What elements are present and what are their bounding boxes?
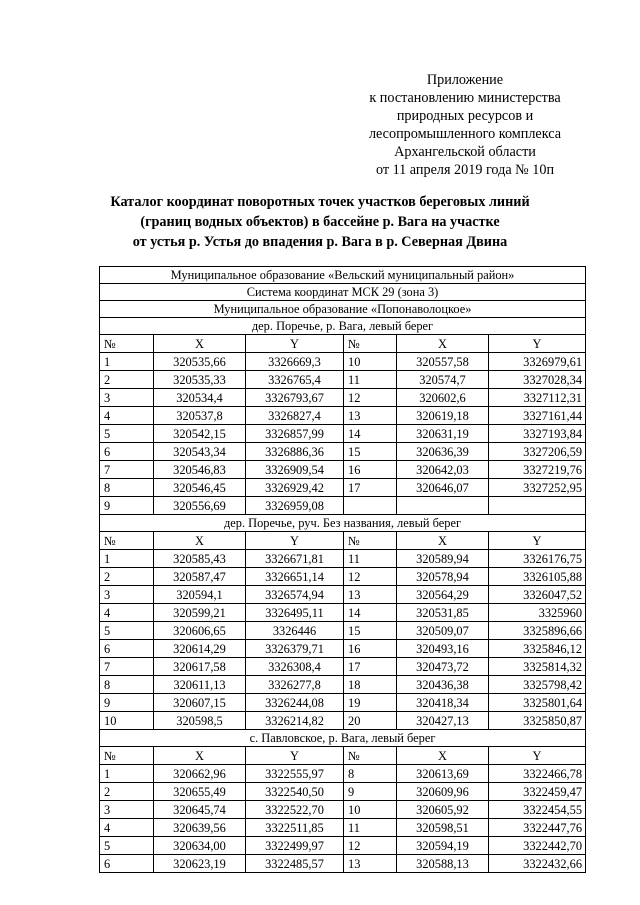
x-coordinate-cell: 320542,15 [154, 425, 246, 443]
table-header-cell: Система координат МСК 29 (зона 3) [100, 284, 586, 301]
section-title-row [100, 730, 586, 747]
table-row [100, 568, 586, 586]
x-coordinate-cell: 320531,85 [397, 604, 489, 622]
point-number-cell: 4 [100, 604, 154, 622]
point-number-cell: 1 [100, 353, 154, 371]
column-header: Y [246, 532, 344, 550]
column-header-row [100, 335, 586, 353]
point-number-cell: 8 [344, 765, 397, 783]
table-row [100, 658, 586, 676]
x-coordinate-cell: 320493,16 [397, 640, 489, 658]
column-header: № [344, 747, 397, 765]
y-coordinate-cell: 3326244,08 [246, 694, 344, 712]
y-coordinate-cell: 3326047,52 [489, 586, 586, 604]
point-number-cell: 1 [100, 550, 154, 568]
y-coordinate-cell: 3325896,66 [489, 622, 586, 640]
x-coordinate-cell: 320606,65 [154, 622, 246, 640]
x-coordinate-cell: 320598,5 [154, 712, 246, 730]
point-number-cell: 12 [344, 389, 397, 407]
y-coordinate-cell: 3322555,97 [246, 765, 344, 783]
y-coordinate-cell: 3326379,71 [246, 640, 344, 658]
point-number-cell: 11 [344, 550, 397, 568]
x-coordinate-cell: 320617,58 [154, 658, 246, 676]
column-header: Y [489, 747, 586, 765]
x-coordinate-cell: 320436,38 [397, 676, 489, 694]
column-header: № [344, 335, 397, 353]
appendix-line: лесопромышленного комплекса [368, 126, 562, 142]
column-header: № [344, 532, 397, 550]
x-coordinate-cell: 320418,34 [397, 694, 489, 712]
column-header: Y [246, 335, 344, 353]
column-header: Y [489, 532, 586, 550]
table-row [100, 801, 586, 819]
y-coordinate-cell: 3322459,47 [489, 783, 586, 801]
point-number-cell: 1 [100, 765, 154, 783]
table-row [100, 407, 586, 425]
table-row [100, 837, 586, 855]
y-coordinate-cell: 3327028,34 [489, 371, 586, 389]
table-header-cell: Муниципальное образование «Попонаволоцкое» [100, 301, 586, 318]
y-coordinate-cell: 3326909,54 [246, 461, 344, 479]
section-title-row [100, 515, 586, 532]
x-coordinate-cell: 320557,58 [397, 353, 489, 371]
y-coordinate-cell: 3326886,36 [246, 443, 344, 461]
point-number-cell: 6 [100, 640, 154, 658]
y-coordinate-cell: 3326495,11 [246, 604, 344, 622]
y-coordinate-cell: 3326765,4 [246, 371, 344, 389]
y-coordinate-cell: 3326446 [246, 622, 344, 640]
appendix-line: от 11 апреля 2019 года № 10п [375, 162, 555, 178]
column-header: № [100, 532, 154, 550]
x-coordinate-cell: 320578,94 [397, 568, 489, 586]
x-coordinate-cell: 320594,19 [397, 837, 489, 855]
table-row [100, 443, 586, 461]
y-coordinate-cell: 3326671,81 [246, 550, 344, 568]
y-coordinate-cell: 3325814,32 [489, 658, 586, 676]
column-header: № [100, 335, 154, 353]
appendix-line: Архангельской области [394, 144, 536, 160]
y-coordinate-cell: 3326929,42 [246, 479, 344, 497]
y-coordinate-cell: 3322540,50 [246, 783, 344, 801]
section-title: с. Павловское, р. Вага, левый берег [100, 730, 586, 747]
point-number-cell: 10 [344, 353, 397, 371]
point-number-cell: 7 [100, 461, 154, 479]
x-coordinate-cell: 320535,33 [154, 371, 246, 389]
table-row [100, 353, 586, 371]
table-row [100, 783, 586, 801]
table-row [100, 604, 586, 622]
coordinate-catalog-table [99, 266, 586, 873]
table-row [100, 819, 586, 837]
x-coordinate-cell: 320534,4 [154, 389, 246, 407]
x-coordinate-cell: 320535,66 [154, 353, 246, 371]
y-coordinate-cell: 3322522,70 [246, 801, 344, 819]
x-coordinate-cell: 320473,72 [397, 658, 489, 676]
y-coordinate-cell: 3327112,31 [489, 389, 586, 407]
y-coordinate-cell: 3326827,4 [246, 407, 344, 425]
point-number-cell: 11 [344, 819, 397, 837]
point-number-cell: 5 [100, 622, 154, 640]
appendix-line: к постановлению министерства [369, 90, 561, 106]
point-number-cell: 10 [344, 801, 397, 819]
point-number-cell: 5 [100, 425, 154, 443]
x-coordinate-cell: 320634,00 [154, 837, 246, 855]
y-coordinate-cell: 3326308,4 [246, 658, 344, 676]
point-number-cell: 10 [100, 712, 154, 730]
y-coordinate-cell: 3325798,42 [489, 676, 586, 694]
x-coordinate-cell: 320613,69 [397, 765, 489, 783]
x-coordinate-cell: 320602,6 [397, 389, 489, 407]
x-coordinate-cell: 320662,96 [154, 765, 246, 783]
point-number-cell: 17 [344, 658, 397, 676]
y-coordinate-cell: 3326176,75 [489, 550, 586, 568]
point-number-cell: 7 [100, 658, 154, 676]
point-number-cell: 9 [344, 783, 397, 801]
x-coordinate-cell: 320607,15 [154, 694, 246, 712]
column-header: X [154, 532, 246, 550]
x-coordinate-cell: 320546,45 [154, 479, 246, 497]
table-row [100, 497, 586, 515]
point-number-cell [344, 497, 397, 515]
x-coordinate-cell: 320646,07 [397, 479, 489, 497]
x-coordinate-cell: 320639,56 [154, 819, 246, 837]
column-header: Y [246, 747, 344, 765]
y-coordinate-cell [489, 497, 586, 515]
appendix-line: природных ресурсов и [396, 108, 534, 124]
column-header: Y [489, 335, 586, 353]
column-header: X [154, 747, 246, 765]
point-number-cell: 15 [344, 622, 397, 640]
table-row [100, 461, 586, 479]
y-coordinate-cell: 3322466,78 [489, 765, 586, 783]
x-coordinate-cell: 320589,94 [397, 550, 489, 568]
x-coordinate-cell: 320587,47 [154, 568, 246, 586]
section-title: дер. Поречье, р. Вага, левый берег [100, 318, 586, 335]
point-number-cell: 8 [100, 676, 154, 694]
point-number-cell: 3 [100, 586, 154, 604]
table-row [100, 765, 586, 783]
table-row [100, 425, 586, 443]
point-number-cell: 18 [344, 676, 397, 694]
column-header-row [100, 747, 586, 765]
y-coordinate-cell: 3322432,66 [489, 855, 586, 873]
y-coordinate-cell: 3326651,14 [246, 568, 344, 586]
point-number-cell: 4 [100, 819, 154, 837]
y-coordinate-cell: 3327161,44 [489, 407, 586, 425]
x-coordinate-cell: 320655,49 [154, 783, 246, 801]
appendix-line: Приложение [426, 72, 504, 88]
point-number-cell: 3 [100, 389, 154, 407]
y-coordinate-cell: 3326669,3 [246, 353, 344, 371]
point-number-cell: 5 [100, 837, 154, 855]
table-row [100, 622, 586, 640]
section-title: дер. Поречье, руч. Без названия, левый берег [100, 515, 586, 532]
y-coordinate-cell: 3326979,61 [489, 353, 586, 371]
appendix-note [330, 71, 600, 179]
x-coordinate-cell: 320636,39 [397, 443, 489, 461]
y-coordinate-cell: 3327252,95 [489, 479, 586, 497]
x-coordinate-cell: 320599,21 [154, 604, 246, 622]
x-coordinate-cell: 320642,03 [397, 461, 489, 479]
x-coordinate-cell: 320574,7 [397, 371, 489, 389]
table-row [100, 676, 586, 694]
y-coordinate-cell: 3326857,99 [246, 425, 344, 443]
x-coordinate-cell: 320598,51 [397, 819, 489, 837]
point-number-cell: 11 [344, 371, 397, 389]
table-row [100, 371, 586, 389]
point-number-cell: 17 [344, 479, 397, 497]
point-number-cell: 3 [100, 801, 154, 819]
point-number-cell: 19 [344, 694, 397, 712]
x-coordinate-cell: 320614,29 [154, 640, 246, 658]
point-number-cell: 2 [100, 371, 154, 389]
column-header-row [100, 532, 586, 550]
x-coordinate-cell: 320564,29 [397, 586, 489, 604]
point-number-cell: 13 [344, 586, 397, 604]
x-coordinate-cell: 320609,96 [397, 783, 489, 801]
y-coordinate-cell: 3325801,64 [489, 694, 586, 712]
y-coordinate-cell: 3322442,70 [489, 837, 586, 855]
x-coordinate-cell: 320585,43 [154, 550, 246, 568]
point-number-cell: 8 [100, 479, 154, 497]
y-coordinate-cell: 3325960 [489, 604, 586, 622]
table-header-cell: Муниципальное образование «Вельский муниципальный район» [100, 267, 586, 284]
point-number-cell: 20 [344, 712, 397, 730]
table-row [100, 479, 586, 497]
point-number-cell: 15 [344, 443, 397, 461]
x-coordinate-cell [397, 497, 489, 515]
x-coordinate-cell: 320623,19 [154, 855, 246, 873]
section-title-row [100, 318, 586, 335]
point-number-cell: 9 [100, 694, 154, 712]
table-row [100, 712, 586, 730]
table-header-row [100, 301, 586, 318]
point-number-cell: 16 [344, 461, 397, 479]
document-title [100, 192, 540, 252]
x-coordinate-cell: 320619,18 [397, 407, 489, 425]
y-coordinate-cell: 3322447,76 [489, 819, 586, 837]
table-header-row [100, 267, 586, 284]
column-header: № [100, 747, 154, 765]
table-row [100, 550, 586, 568]
title-line: (границ водных объектов) в бассейне р. Вага на участке [140, 214, 500, 230]
y-coordinate-cell: 3326793,67 [246, 389, 344, 407]
table-row [100, 640, 586, 658]
y-coordinate-cell: 3322499,97 [246, 837, 344, 855]
x-coordinate-cell: 320556,69 [154, 497, 246, 515]
point-number-cell: 14 [344, 604, 397, 622]
column-header: X [397, 532, 489, 550]
x-coordinate-cell: 320546,83 [154, 461, 246, 479]
point-number-cell: 13 [344, 855, 397, 873]
point-number-cell: 6 [100, 443, 154, 461]
x-coordinate-cell: 320543,34 [154, 443, 246, 461]
y-coordinate-cell: 3325846,12 [489, 640, 586, 658]
column-header: X [154, 335, 246, 353]
x-coordinate-cell: 320427,13 [397, 712, 489, 730]
point-number-cell: 6 [100, 855, 154, 873]
point-number-cell: 14 [344, 425, 397, 443]
y-coordinate-cell: 3322485,57 [246, 855, 344, 873]
y-coordinate-cell: 3325850,87 [489, 712, 586, 730]
point-number-cell: 9 [100, 497, 154, 515]
x-coordinate-cell: 320645,74 [154, 801, 246, 819]
y-coordinate-cell: 3326214,82 [246, 712, 344, 730]
y-coordinate-cell: 3322511,85 [246, 819, 344, 837]
title-line: Каталог координат поворотных точек участков береговых линий [110, 194, 530, 210]
point-number-cell: 2 [100, 568, 154, 586]
table-row [100, 855, 586, 873]
table-row [100, 586, 586, 604]
y-coordinate-cell: 3327219,76 [489, 461, 586, 479]
table-row [100, 694, 586, 712]
y-coordinate-cell: 3322454,55 [489, 801, 586, 819]
point-number-cell: 13 [344, 407, 397, 425]
point-number-cell: 12 [344, 837, 397, 855]
y-coordinate-cell: 3327206,59 [489, 443, 586, 461]
point-number-cell: 12 [344, 568, 397, 586]
column-header: X [397, 747, 489, 765]
x-coordinate-cell: 320605,92 [397, 801, 489, 819]
x-coordinate-cell: 320611,13 [154, 676, 246, 694]
title-line: от устья р. Устья до впадения р. Вага в р. Северная Двина [132, 234, 508, 250]
y-coordinate-cell: 3326277,8 [246, 676, 344, 694]
x-coordinate-cell: 320588,13 [397, 855, 489, 873]
table-row [100, 389, 586, 407]
point-number-cell: 16 [344, 640, 397, 658]
y-coordinate-cell: 3326959,08 [246, 497, 344, 515]
y-coordinate-cell: 3327193,84 [489, 425, 586, 443]
x-coordinate-cell: 320509,07 [397, 622, 489, 640]
x-coordinate-cell: 320594,1 [154, 586, 246, 604]
point-number-cell: 4 [100, 407, 154, 425]
y-coordinate-cell: 3326105,88 [489, 568, 586, 586]
point-number-cell: 2 [100, 783, 154, 801]
x-coordinate-cell: 320631,19 [397, 425, 489, 443]
table-header-row [100, 284, 586, 301]
column-header: X [397, 335, 489, 353]
x-coordinate-cell: 320537,8 [154, 407, 246, 425]
y-coordinate-cell: 3326574,94 [246, 586, 344, 604]
